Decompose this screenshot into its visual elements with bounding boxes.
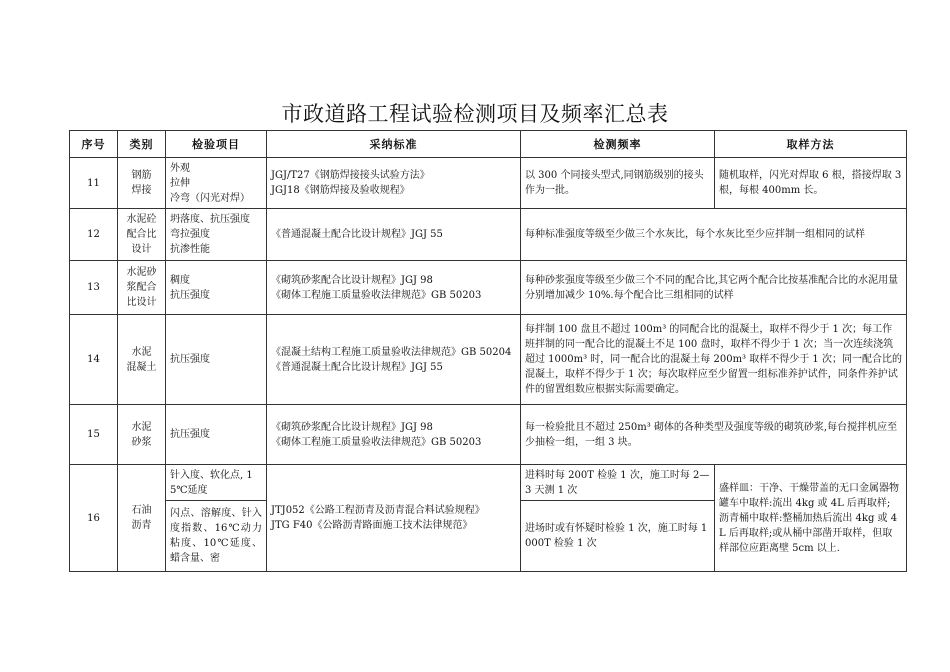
row-no: 12: [70, 209, 118, 261]
row-frequency-a: 进料时每 200T 检验 1 次，施工时每 2—3 天测 1 次: [521, 465, 715, 501]
row-category: 水泥砼 配合比 设计: [118, 209, 166, 261]
row-items: 稠度 抗压强度: [166, 261, 267, 315]
header-sampling: 取样方法: [715, 131, 907, 158]
header-frequency: 检测频率: [521, 131, 715, 158]
row-items: 抗压强度: [166, 405, 267, 465]
table-row: [70, 261, 907, 315]
row-frequency-sampling: 每拌制 100 盘且不超过 100m³ 的同配合比的混凝土，取样不得少于 1 次；每工作班拌制的同一配合比的混凝土不足 100 盘时，取样不得少于 1 次；当一次连续浇筑超过 1000m³ 时，同一配合比的混凝土每 200m³ 取样不得少于 1 次；同一配合比的混凝土，取样不得少于 1 次；每次取样应至少留置一组标准养护试件，同条件养护试件的留置组数应根据实际需要确定。: [521, 315, 907, 405]
row-frequency: 以 300 个同接头型式,同钢筋级别的接头作为一批。: [521, 158, 715, 209]
row-no: 11: [70, 158, 118, 209]
row-items-b: 闪点、溶解度、针入度指数、16℃动力粘度、10℃延度、蜡含量、密: [166, 501, 267, 572]
row-standards: JTJ052《公路工程沥青及沥青混合料试验规程》 JTG F40《公路沥青路面施工技术法律规范》: [267, 465, 521, 572]
row-category: 石油 沥青: [118, 465, 166, 572]
row-frequency-sampling: 每种砂浆强度等级至少做三个不同的配合比,其它两个配合比按基准配合比的水泥用量分别增加减少 10%.每个配合比三组相同的试样: [521, 261, 907, 315]
header-category: 类别: [118, 131, 166, 158]
table-header-row: [70, 131, 907, 158]
row-category: 水泥 混凝土: [118, 315, 166, 405]
row-items: 抗压强度: [166, 315, 267, 405]
row-standards: 《砌筑砂浆配合比设计规程》JGJ 98 《砌体工程施工质量验收法律规范》GB 50203: [267, 405, 521, 465]
row-no: 14: [70, 315, 118, 405]
row-category: 水泥砂 浆配合 比设计: [118, 261, 166, 315]
row-frequency-sampling: 每种标准强度等级至少做三个水灰比，每个水灰比至少应拌制一组相同的试样: [521, 209, 907, 261]
header-standards: 采纳标准: [267, 131, 521, 158]
row-standards: 《普通混凝土配合比设计规程》JGJ 55: [267, 209, 521, 261]
table-row: [70, 209, 907, 261]
row-category: 水泥 砂浆: [118, 405, 166, 465]
row-items: 坍落度、抗压强度 弯拉强度 抗渗性能: [166, 209, 267, 261]
row-no: 13: [70, 261, 118, 315]
row-sampling: 盛样皿：干净、干燥带盖的无口金属器物 罐车中取样:流出 4kg 或 4L 后再取样; 沥青桶中取样:整桶加热后流出 4kg 或 4L 后再取样;或从桶中部凿开取样，但取样部位应距离壁 5cm 以上.: [715, 465, 907, 572]
table-row: [70, 405, 907, 465]
row-standards: JGJ/T27《钢筋焊接接头试验方法》 JGJ18《钢筋焊接及验收规程》: [267, 158, 521, 209]
table-row: [70, 158, 907, 209]
row-no: 15: [70, 405, 118, 465]
table-row: [70, 315, 907, 405]
row-standards: 《砌筑砂浆配合比设计规程》JGJ 98 《砌体工程施工质量验收法律规范》GB 50203: [267, 261, 521, 315]
row-frequency-b: 进场时或有怀疑时检验 1 次，施工时每 1000T 检验 1 次: [521, 501, 715, 572]
row-items-a: 针入度、软化点, 15℃延度: [166, 465, 267, 501]
row-standards: 《混凝土结构工程施工质量验收法律规范》GB 50204 《普通混凝土配合比设计规程》JGJ 55: [267, 315, 521, 405]
header-items: 检验项目: [166, 131, 267, 158]
row-sampling: 随机取样，闪光对焊取 6 根，搭接焊取 3 根，每根 400mm 长。: [715, 158, 907, 209]
table-row: [70, 465, 907, 501]
page-title: 市政道路工程试验检测项目及频率汇总表: [281, 102, 669, 126]
row-category: 钢筋 焊接: [118, 158, 166, 209]
row-items: 外观 拉伸 冷弯（闪光对焊）: [166, 158, 267, 209]
inspection-table: [69, 130, 907, 572]
row-frequency-sampling: 每一检验批且不超过 250m³ 砌体的各种类型及强度等级的砌筑砂浆,每台搅拌机应至少抽检一组，一组 3 块。: [521, 405, 907, 465]
header-no: 序号: [70, 131, 118, 158]
row-no: 16: [70, 465, 118, 572]
